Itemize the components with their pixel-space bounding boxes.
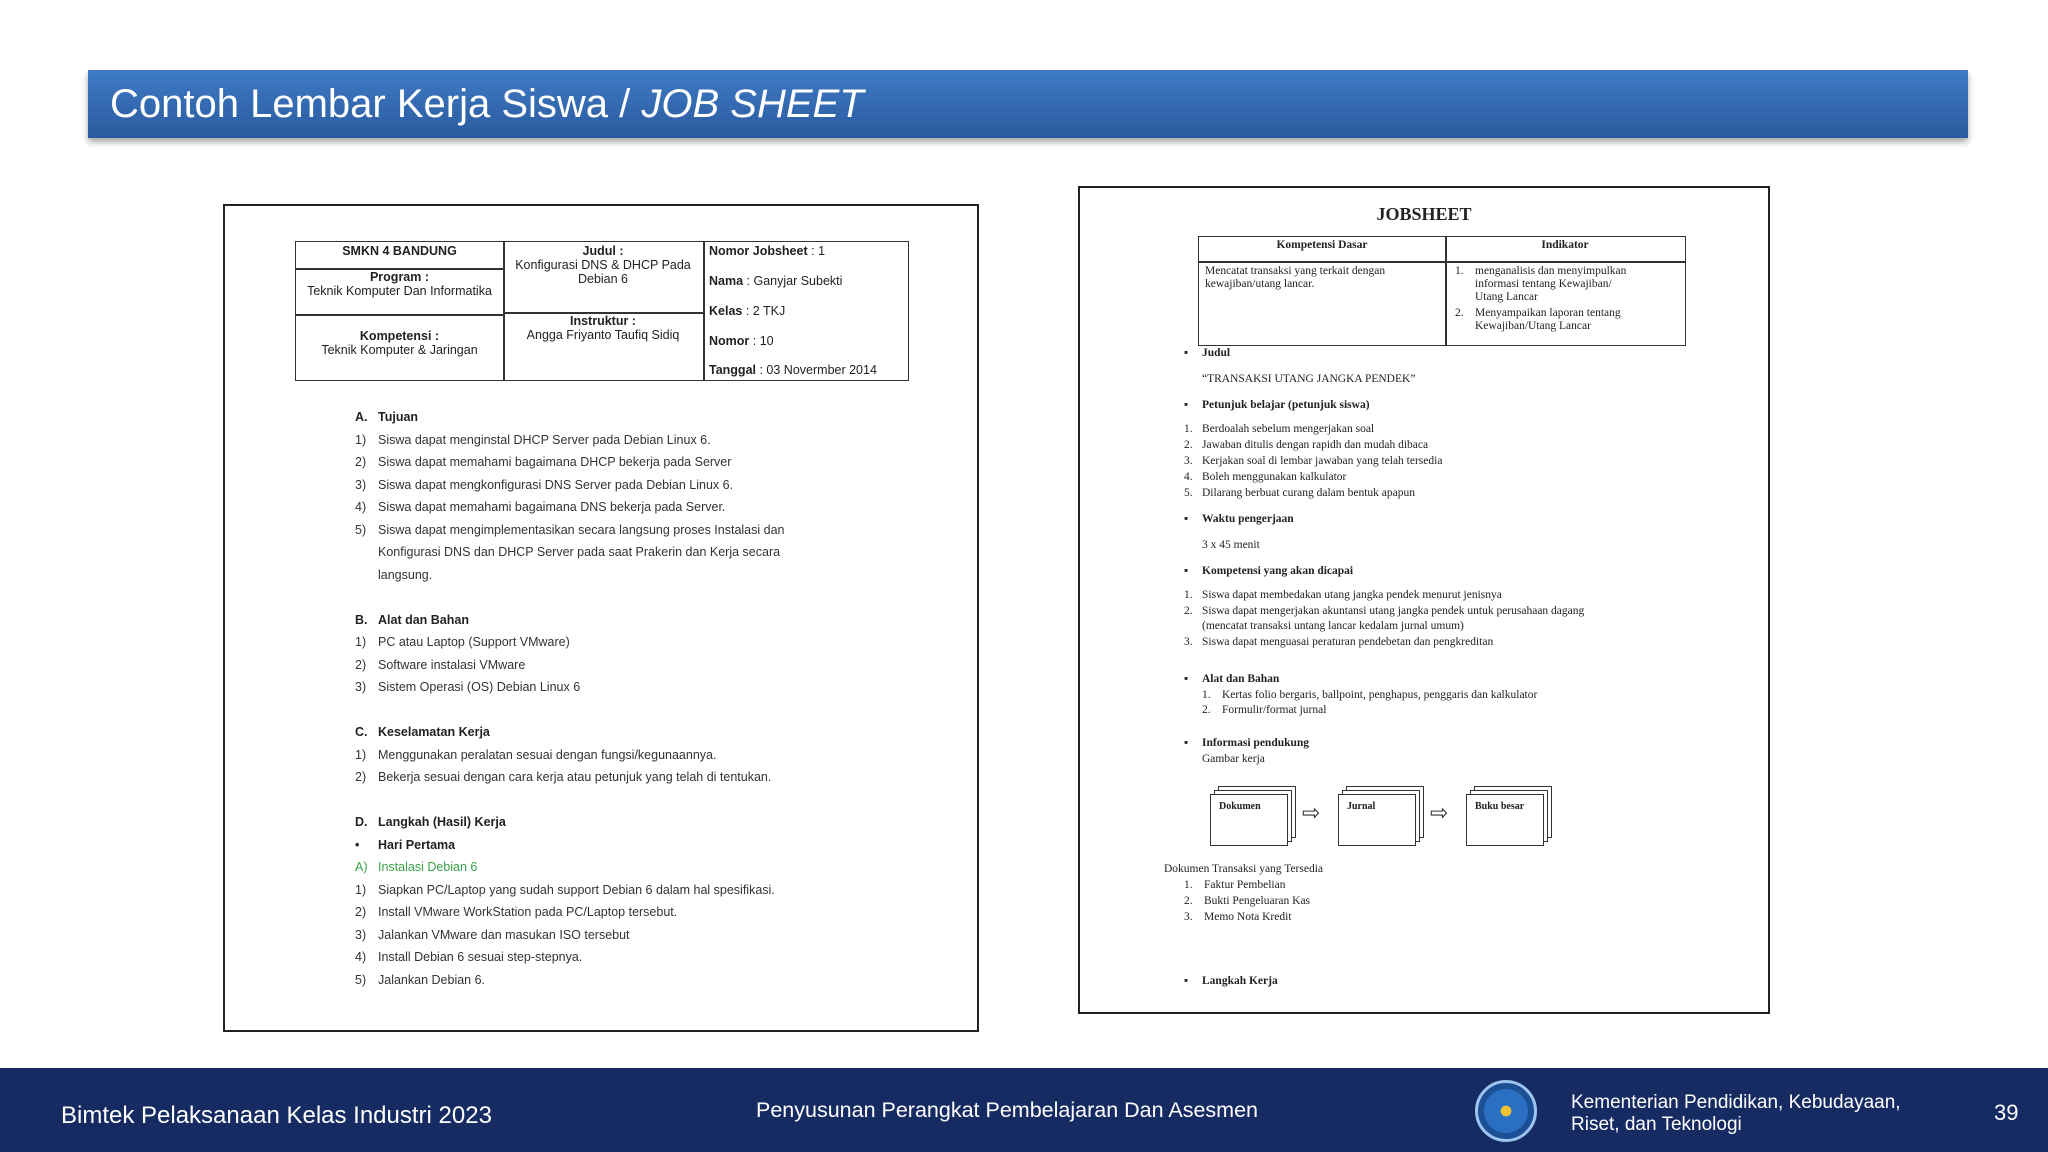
jobsheet-header-table <box>295 241 909 381</box>
col-header-kompetensi: Kompetensi Dasar <box>1276 239 1368 251</box>
section-c-heading: C. Keselamatan Kerja <box>355 725 490 739</box>
jobsheet-title: JOBSHEET <box>1376 204 1472 224</box>
list-item: 3) Sistem Operasi (OS) Debian Linux 6 <box>355 680 581 694</box>
kemendikbud-logo-icon <box>1475 1080 1537 1142</box>
list-item: 1) Menggunakan peralatan sesuai dengan fungsi/kegunaannya. <box>355 747 717 762</box>
footer-topic: Penyusunan Perangkat Pembelajaran Dan Asesmen <box>756 1098 1258 1122</box>
indikator-text: Menyampaikan laporan tentang <box>1475 307 1621 319</box>
slide-footer <box>0 1068 2048 1152</box>
list-item: 1) PC atau Laptop (Support VMware) <box>355 635 570 649</box>
list-item: 4) Install Debian 6 sesuai step-stepnya. <box>355 950 583 964</box>
list-item: 2) Bekerja sesuai dengan cara kerja atau petunjuk yang telah di tentukan. <box>355 770 772 784</box>
list-item-continued: Konfigurasi DNS dan DHCP Server pada saat Prakerin dan Kerja secara <box>378 545 781 559</box>
indikator-text: Utang Lancar <box>1475 291 1538 303</box>
jobsheet-body-left <box>355 406 955 991</box>
list-item: 3) Jalankan VMware dan masukan ISO tersebut <box>355 927 630 942</box>
judul-cell: Judul : Konfigurasi DNS & DHCP Pada Debian 6 <box>515 244 691 286</box>
nomor-jobsheet: Nomor Jobsheet : 1 <box>709 244 826 258</box>
nama-field: Nama : Ganyjar Subekti <box>709 274 843 288</box>
slide-title <box>110 82 864 127</box>
kompetensi-cell: Kompetensi : Teknik Komputer & Jaringan <box>321 329 478 357</box>
list-item-continued: langsung. <box>378 567 433 582</box>
list-item: 2) Install VMware WorkStation pada PC/Laptop tersebut. <box>355 905 678 919</box>
list-item: 1) Siswa dapat menginstal DHCP Server pada Debian Linux 6. <box>355 432 711 447</box>
slide-title-bar <box>88 70 1968 138</box>
program-cell: Program : Teknik Komputer Dan Informatika <box>307 270 492 298</box>
jobsheet-image-right: JOBSHEET Kompetensi Dasar Indikator Mencatat transaksi yang terkait dengan kewajiban/utang lancar. 1. menganalisis dan menyimpulkan informasi tentang Kewajiban/ Utang Lancar 2. Menyampaikan laporan tentang Kewajiban/Utang Lancar ▪ Judul “TRANSAKSI UTANG JANGKA PENDEK” ▪ Petunjuk belajar (petunjuk siswa) 1. Berdoalah sebelum mengerjakan soal 2. Jawaban ditulis dengan rapidh dan mudah dibaca 3. Kerjakan soal di lembar jawaban yang telah tersedia 4. Boleh menggunakan kalkulator 5. Dilarang berbuat curang dalam bentuk apapun ▪ Waktu pengerjaan 3 x 45 menit ▪ Kompetensi yang akan dicapai 1. Siswa dapat membedakan utang jangka pendek menurut jenisnya 2. Siswa dapat mengerjakan akuntansi utang jangka pendek untuk perusahaan dagang (mencatat transaksi untang lancar kedalam jurnal umum) 3. Siswa dapat menguasai peraturan pendebetan dan pengkreditan ▪ Alat dan Bahan 1. Kertas folio bergaris, ballpoint, penghapus, penggaris dan kalkulator 2. Formulir/format jurnal ▪ Informasi pendukung Gambar kerja Dokumen ⇨ Jurnal ⇨ Buku besar Dokumen Transaksi yang Tersedia 1. Faktur Pembelian 2. Bukti Pengeluaran Kas 3. Memo Nota Kredit ▪ Langkah Kerja <box>1078 186 1770 1014</box>
section-d-heading: D. Langkah (Hasil) Kerja <box>355 815 506 829</box>
indikator-num: 1. <box>1455 265 1464 277</box>
flow-box-buku-besar: Buku besar <box>1466 794 1544 846</box>
kd-text: Mencatat transaksi yang terkait dengan <box>1205 265 1386 277</box>
slide-title-main: Contoh Lembar Kerja Siswa / <box>110 82 642 126</box>
nomor-field: Nomor : 10 <box>709 334 774 348</box>
list-item: 5) Jalankan Debian 6. <box>355 972 486 987</box>
flow-arrow-icon: ⇨ <box>1302 800 1321 825</box>
slide-title-italic: JOB SHEET <box>641 82 864 126</box>
kd-text: kewajiban/utang lancar. <box>1205 278 1315 290</box>
school-name: SMKN 4 BANDUNG <box>342 244 457 258</box>
tanggal-field: Tanggal : 03 Novermber 2014 <box>709 363 877 377</box>
list-item: 3) Siswa dapat mengkonfigurasi DNS Server pada Debian Linux 6. <box>355 477 734 492</box>
footer-ministry: Kementerian Pendidikan, Kebudayaan, Riset, dan Teknologi <box>1571 1092 1901 1135</box>
day-heading: • Hari Pertama <box>355 837 456 852</box>
section-b-heading: B. Alat dan Bahan <box>355 612 469 627</box>
col-header-indikator: Indikator <box>1541 239 1589 251</box>
list-item: 4) Siswa dapat memahami bagaimana DNS bekerja pada Server. <box>355 500 726 514</box>
indikator-text: menganalisis dan menyimpulkan <box>1475 265 1627 277</box>
list-item: 2) Siswa dapat memahami bagaimana DHCP bekerja pada Server <box>355 455 732 469</box>
indikator-text: Kewajiban/Utang Lancar <box>1475 320 1591 332</box>
list-item: 2) Software instalasi VMware <box>355 657 526 672</box>
sub-heading: A) Instalasi Debian 6 <box>355 860 478 874</box>
list-item: 1) Siapkan PC/Laptop yang sudah support Debian 6 dalam hal spesifikasi. <box>355 882 775 897</box>
jobsheet-image-left <box>223 204 979 1032</box>
page-number: 39 <box>1994 1100 2019 1125</box>
kompetensi-table <box>1198 236 1686 346</box>
section-a-heading: A. Tujuan <box>355 410 419 424</box>
kelas-field: Kelas : 2 TKJ <box>709 304 786 318</box>
indikator-text: informasi tentang Kewajiban/ <box>1475 278 1612 290</box>
indikator-num: 2. <box>1455 307 1464 319</box>
flow-arrow-icon: ⇨ <box>1430 800 1449 825</box>
flow-box-jurnal: Jurnal <box>1338 794 1416 846</box>
flow-box-dokumen: Dokumen <box>1210 794 1288 846</box>
list-item: 5) Siswa dapat mengimplementasikan secara langsung proses Instalasi dan <box>355 522 785 537</box>
footer-event-title: Bimtek Pelaksanaan Kelas Industri 2023 <box>61 1102 492 1129</box>
instruktur-cell: Instruktur : Angga Friyanto Taufiq Sidiq <box>526 314 680 342</box>
